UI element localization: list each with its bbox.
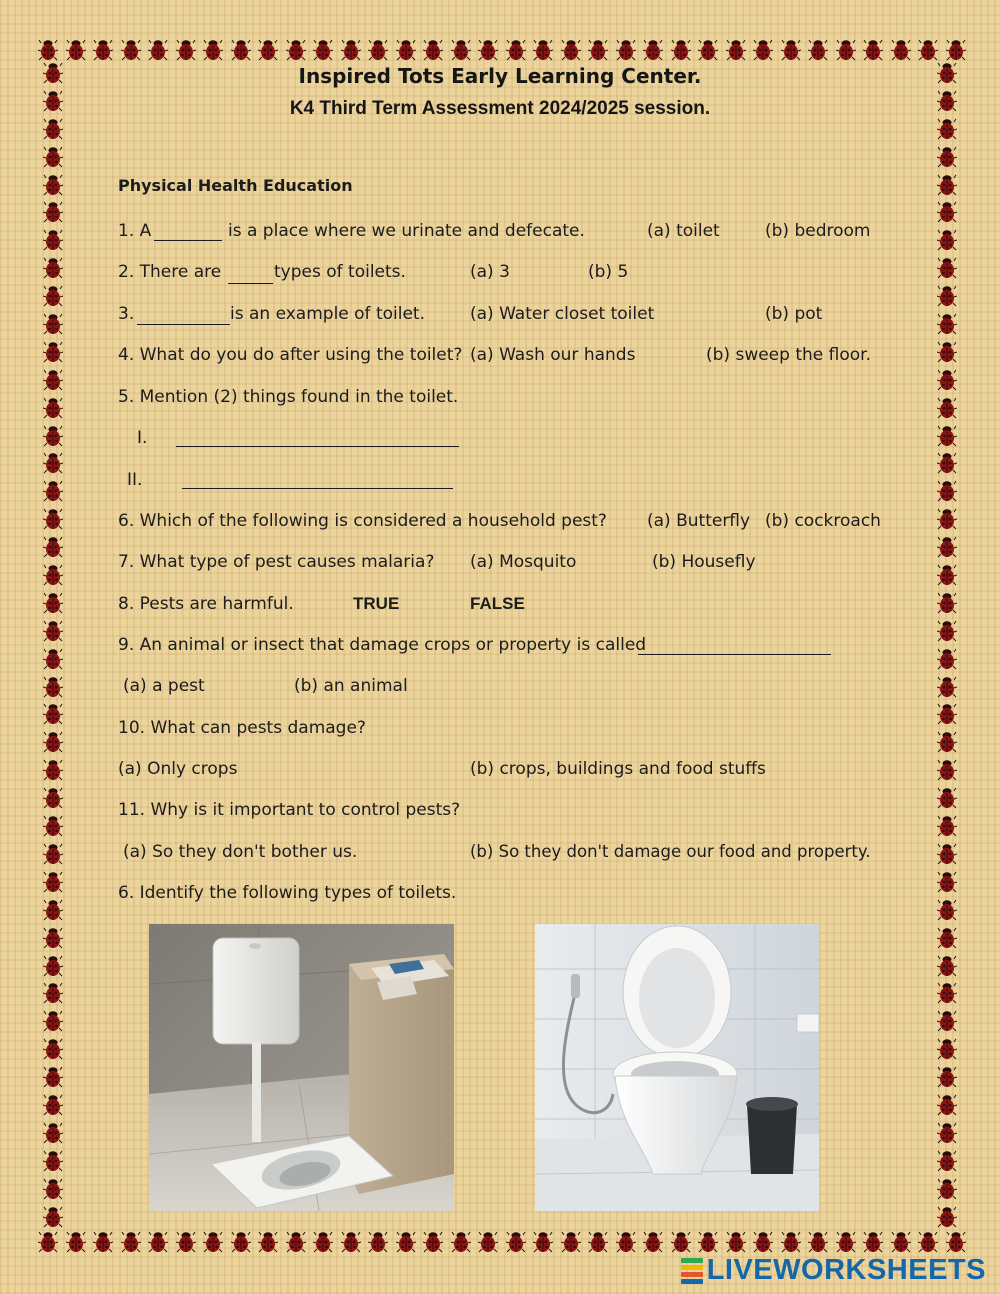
- ladybug-icon: [616, 1231, 636, 1253]
- ladybug-icon: [38, 1231, 58, 1253]
- ladybug-icon: [937, 648, 957, 670]
- border-left: [41, 62, 65, 1228]
- ladybug-icon: [506, 39, 526, 61]
- ladybug-icon: [698, 1231, 718, 1253]
- q5-blank-ii[interactable]: [182, 488, 453, 489]
- ladybug-icon: [43, 118, 63, 140]
- ladybug-icon: [43, 397, 63, 419]
- ladybug-icon: [341, 39, 361, 61]
- ladybug-icon: [946, 39, 966, 61]
- ladybug-icon: [43, 201, 63, 223]
- q7-text: 7. What type of pest causes malaria?: [118, 552, 435, 572]
- ladybug-icon: [937, 676, 957, 698]
- ladybug-icon: [698, 39, 718, 61]
- q7-option-b[interactable]: (b) Housefly: [652, 552, 756, 572]
- ladybug-icon: [671, 39, 691, 61]
- liveworksheets-logo: [681, 1254, 986, 1287]
- q4-option-a[interactable]: (a) Wash our hands: [470, 345, 636, 365]
- ladybug-icon: [43, 425, 63, 447]
- ladybug-icon: [937, 871, 957, 893]
- ladybug-icon: [533, 39, 553, 61]
- ladybug-icon: [43, 620, 63, 642]
- q1-option-b[interactable]: (b) bedroom: [765, 221, 871, 241]
- ladybug-icon: [313, 39, 333, 61]
- q9-option-b[interactable]: (b) an animal: [294, 676, 408, 696]
- liveworksheets-badge-icon: [681, 1258, 703, 1284]
- ladybug-icon: [43, 1066, 63, 1088]
- ladybug-icon: [726, 39, 746, 61]
- ladybug-icon: [937, 592, 957, 614]
- ladybug-icon: [43, 1122, 63, 1144]
- ladybug-icon: [43, 1038, 63, 1060]
- q11-option-a[interactable]: (a) So they don't bother us.: [123, 842, 358, 862]
- squat-toilet-image: [149, 924, 454, 1211]
- ladybug-icon: [43, 229, 63, 251]
- ladybug-icon: [43, 341, 63, 363]
- ladybug-icon: [43, 257, 63, 279]
- ladybug-icon: [781, 1231, 801, 1253]
- ladybug-icon: [43, 146, 63, 168]
- ladybug-icon: [478, 39, 498, 61]
- ladybug-icon: [937, 843, 957, 865]
- ladybug-icon: [43, 508, 63, 530]
- ladybug-icon: [753, 1231, 773, 1253]
- ladybug-icon: [43, 815, 63, 837]
- liveworksheets-wordmark: LIVEWORKSHEETS: [706, 1254, 986, 1286]
- border-right: [935, 62, 959, 1228]
- q6-option-b[interactable]: (b) cockroach: [765, 511, 881, 531]
- ladybug-icon: [937, 508, 957, 530]
- q5-blank-i[interactable]: [176, 446, 459, 447]
- ladybug-icon: [561, 39, 581, 61]
- ladybug-icon: [43, 369, 63, 391]
- ladybug-icon: [937, 313, 957, 335]
- q5-item-ii: II.: [127, 470, 143, 490]
- q10-option-a[interactable]: (a) Only crops: [118, 759, 238, 779]
- q6-option-a[interactable]: (a) Butterfly: [647, 511, 751, 531]
- ladybug-icon: [937, 927, 957, 949]
- q10-option-b[interactable]: (b) crops, buildings and food stuffs: [470, 759, 766, 779]
- ladybug-icon: [753, 39, 773, 61]
- ladybug-icon: [588, 39, 608, 61]
- ladybug-icon: [891, 39, 911, 61]
- ladybug-icon: [43, 480, 63, 502]
- q8-true-option[interactable]: TRUE: [353, 594, 400, 613]
- ladybug-icon: [43, 452, 63, 474]
- ladybug-icon: [43, 759, 63, 781]
- ladybug-icon: [368, 39, 388, 61]
- ladybug-icon: [286, 39, 306, 61]
- q7-option-a[interactable]: (a) Mosquito: [470, 552, 577, 572]
- ladybug-icon: [176, 39, 196, 61]
- ladybug-icon: [937, 731, 957, 753]
- ladybug-icon: [506, 1231, 526, 1253]
- ladybug-icon: [937, 341, 957, 363]
- ladybug-icon: [176, 1231, 196, 1253]
- ladybug-icon: [368, 1231, 388, 1253]
- ladybug-icon: [341, 1231, 361, 1253]
- ladybug-icon: [808, 39, 828, 61]
- q3-blank[interactable]: [137, 324, 230, 325]
- q3-option-a[interactable]: (a) Water closet toilet: [470, 304, 655, 324]
- ladybug-icon: [203, 39, 223, 61]
- ladybug-icon: [451, 39, 471, 61]
- ladybug-icon: [43, 1094, 63, 1116]
- ladybug-icon: [43, 648, 63, 670]
- school-title: Inspired Tots Early Learning Center.: [298, 64, 702, 88]
- q11-text: 11. Why is it important to control pests?: [118, 800, 461, 820]
- ladybug-icon: [937, 397, 957, 419]
- ladybug-icon: [937, 787, 957, 809]
- ladybug-icon: [937, 480, 957, 502]
- ladybug-icon: [478, 1231, 498, 1253]
- ladybug-icon: [937, 425, 957, 447]
- q2-blank[interactable]: [228, 283, 273, 284]
- ladybug-icon: [726, 1231, 746, 1253]
- ladybug-icon: [891, 1231, 911, 1253]
- ladybug-icon: [937, 620, 957, 642]
- ladybug-icon: [937, 1094, 957, 1116]
- q2-option-b[interactable]: (b) 5: [588, 262, 629, 282]
- identify-toilets-text: 6. Identify the following types of toilets.: [118, 883, 457, 903]
- ladybug-icon: [93, 1231, 113, 1253]
- ladybug-icon: [451, 1231, 471, 1253]
- ladybug-icon: [937, 174, 957, 196]
- ladybug-icon: [203, 1231, 223, 1253]
- ladybug-icon: [38, 39, 58, 61]
- q9-text: 9. An animal or insect that damage crops or property is called: [118, 635, 647, 655]
- ladybug-icon: [643, 39, 663, 61]
- ladybug-icon: [937, 1038, 957, 1060]
- ladybug-icon: [43, 955, 63, 977]
- ladybug-icon: [43, 703, 63, 725]
- ladybug-icon: [43, 564, 63, 586]
- ladybug-icon: [258, 39, 278, 61]
- ladybug-icon: [148, 1231, 168, 1253]
- q9-blank[interactable]: [638, 654, 831, 655]
- ladybug-icon: [43, 536, 63, 558]
- q1-text: is a place where we urinate and defecate.: [228, 221, 585, 241]
- ladybug-icon: [121, 1231, 141, 1253]
- ladybug-icon: [937, 229, 957, 251]
- q2-text: types of toilets.: [274, 262, 406, 282]
- ladybug-icon: [937, 703, 957, 725]
- ladybug-icon: [588, 1231, 608, 1253]
- q3-option-b[interactable]: (b) pot: [765, 304, 823, 324]
- ladybug-icon: [43, 676, 63, 698]
- ladybug-icon: [937, 1066, 957, 1088]
- q4-option-b[interactable]: (b) sweep the floor.: [706, 345, 871, 365]
- ladybug-icon: [946, 1231, 966, 1253]
- ladybug-icon: [43, 927, 63, 949]
- ladybug-icon: [836, 39, 856, 61]
- ladybug-icon: [43, 1178, 63, 1200]
- ladybug-icon: [808, 1231, 828, 1253]
- ladybug-icon: [423, 1231, 443, 1253]
- q4-text: 4. What do you do after using the toilet?: [118, 345, 463, 365]
- ladybug-icon: [937, 257, 957, 279]
- ladybug-icon: [937, 369, 957, 391]
- ladybug-icon: [863, 1231, 883, 1253]
- ladybug-icon: [937, 1206, 957, 1228]
- ladybug-icon: [148, 39, 168, 61]
- ladybug-icon: [836, 1231, 856, 1253]
- ladybug-icon: [937, 1122, 957, 1144]
- ladybug-icon: [781, 39, 801, 61]
- q11-option-b[interactable]: (b) So they don't damage our food and property.: [470, 842, 871, 861]
- ladybug-icon: [396, 1231, 416, 1253]
- ladybug-icon: [43, 174, 63, 196]
- q8-text: 8. Pests are harmful.: [118, 594, 294, 614]
- border-top: [38, 38, 966, 62]
- ladybug-icon: [937, 899, 957, 921]
- ladybug-icon: [937, 955, 957, 977]
- ladybug-icon: [918, 1231, 938, 1253]
- q10-text: 10. What can pests damage?: [118, 718, 366, 738]
- ladybug-icon: [561, 1231, 581, 1253]
- q1-blank[interactable]: [154, 240, 222, 241]
- ladybug-icon: [937, 759, 957, 781]
- q5-text: 5. Mention (2) things found in the toilet.: [118, 387, 459, 407]
- q3-text: is an example of toilet.: [230, 304, 425, 324]
- ladybug-icon: [43, 592, 63, 614]
- ladybug-icon: [643, 1231, 663, 1253]
- q3-prefix: 3.: [118, 304, 135, 324]
- ladybug-icon: [43, 843, 63, 865]
- ladybug-icon: [937, 982, 957, 1004]
- ladybug-icon: [66, 39, 86, 61]
- ladybug-icon: [313, 1231, 333, 1253]
- ladybug-icon: [423, 39, 443, 61]
- ladybug-icon: [258, 1231, 278, 1253]
- q9-option-a[interactable]: (a) a pest: [123, 676, 205, 696]
- ladybug-icon: [43, 1206, 63, 1228]
- ladybug-icon: [43, 1150, 63, 1172]
- ladybug-icon: [937, 564, 957, 586]
- ladybug-icon: [937, 1178, 957, 1200]
- ladybug-icon: [231, 1231, 251, 1253]
- ladybug-icon: [937, 146, 957, 168]
- ladybug-icon: [937, 285, 957, 307]
- q1-option-a[interactable]: (a) toilet: [647, 221, 720, 241]
- ladybug-icon: [616, 39, 636, 61]
- ladybug-icon: [937, 1150, 957, 1172]
- ladybug-icon: [396, 39, 416, 61]
- q8-false-option[interactable]: FALSE: [470, 594, 525, 613]
- ladybug-icon: [286, 1231, 306, 1253]
- ladybug-icon: [937, 452, 957, 474]
- border-bottom: [38, 1230, 966, 1254]
- ladybug-icon: [937, 118, 957, 140]
- ladybug-icon: [43, 285, 63, 307]
- ladybug-icon: [43, 731, 63, 753]
- ladybug-icon: [671, 1231, 691, 1253]
- ladybug-icon: [66, 1231, 86, 1253]
- ladybug-icon: [918, 39, 938, 61]
- q1-prefix: 1. A: [118, 221, 152, 241]
- ladybug-icon: [43, 982, 63, 1004]
- q5-item-i: I.: [137, 428, 148, 448]
- subject-heading: Physical Health Education: [118, 176, 353, 195]
- ladybug-icon: [43, 871, 63, 893]
- q6-text: 6. Which of the following is considered a household pest?: [118, 511, 607, 531]
- ladybug-icon: [93, 39, 113, 61]
- ladybug-icon: [863, 39, 883, 61]
- ladybug-icon: [937, 815, 957, 837]
- ladybug-icon: [43, 899, 63, 921]
- q2-option-a[interactable]: (a) 3: [470, 262, 510, 282]
- ladybug-icon: [937, 536, 957, 558]
- ladybug-icon: [43, 787, 63, 809]
- ladybug-icon: [533, 1231, 553, 1253]
- ladybug-icon: [937, 1010, 957, 1032]
- assessment-title: K4 Third Term Assessment 2024/2025 session.: [289, 98, 711, 119]
- ladybug-icon: [121, 39, 141, 61]
- ladybug-icon: [43, 313, 63, 335]
- ladybug-icon: [231, 39, 251, 61]
- water-closet-toilet-image: [535, 924, 819, 1211]
- ladybug-icon: [43, 1010, 63, 1032]
- q2-prefix: 2. There are: [118, 262, 222, 282]
- ladybug-icon: [937, 201, 957, 223]
